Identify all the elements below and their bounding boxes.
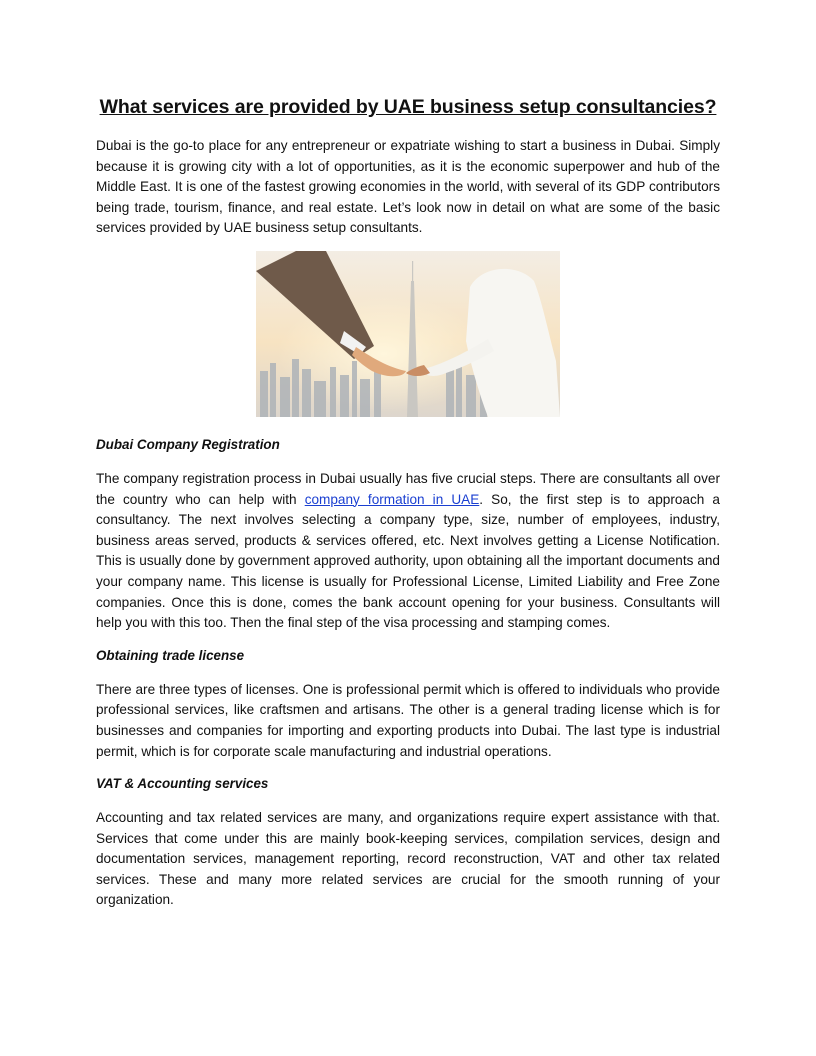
section-heading-vat: VAT & Accounting services	[96, 776, 269, 792]
section-heading-registration: Dubai Company Registration	[96, 436, 280, 452]
registration-text-part1: The company registration process in Dubai usually has five crucial steps. There are consultants all over the country who can help with	[96, 470, 720, 507]
company-formation-link[interactable]: company formation in UAE	[304, 491, 480, 507]
intro-paragraph: Dubai is the go-to place for any entrepreneur or expatriate wishing to start a business in Dubai. Simply because it is growing city with a lot of opportunities, as it is the economic superpower and hub of the Middle East. It is one of the fastest growing economies in the world, with several of its GDP contributors being trade, tourism, finance, and real estate. Let’s look now in detail on what are some of the basic services provided by UAE business setup consultants.	[96, 138, 720, 236]
vat-paragraph: Accounting and tax related services are many, and organizations require expert assistance with that. Services that come under this are mainly book-keeping services, compilation services, design and documentation services, management reporting, record reconstruction, VAT and other tax related services. These and many more related services are crucial for the smooth running of your organization.	[96, 810, 720, 908]
registration-paragraph	[96, 469, 720, 634]
trade-license-paragraph: There are three types of licenses. One is professional permit which is offered to individuals who provide professional services, like craftsmen and artisans. The other is a general trading license which is for businesses and companies for importing and exporting products into Dubai. The last type is industrial permit, which is for corporate scale manufacturing and industrial operations.	[96, 681, 720, 759]
registration-text-part2: . So, the first step is to approach a consultancy. The next involves selecting a company type, size, number of employees, industry, business areas served, products & services offered, etc. Next involves getting a License Notification. This is usually done by government approved authority, upon obtaining all the important documents and your company name. This license is usually for Professional License, Limited Liability and Free Zone companies. Once this is done, comes the bank account opening for your business. Consultants will help you with this too. Then the final step of the visa processing and stamping comes.	[96, 491, 720, 631]
document-content	[96, 96, 720, 923]
page-title: What services are provided by UAE business setup consultancies?	[99, 96, 717, 118]
handshake-skyline-image	[256, 251, 560, 417]
section-heading-trade-license: Obtaining trade license	[96, 647, 245, 663]
